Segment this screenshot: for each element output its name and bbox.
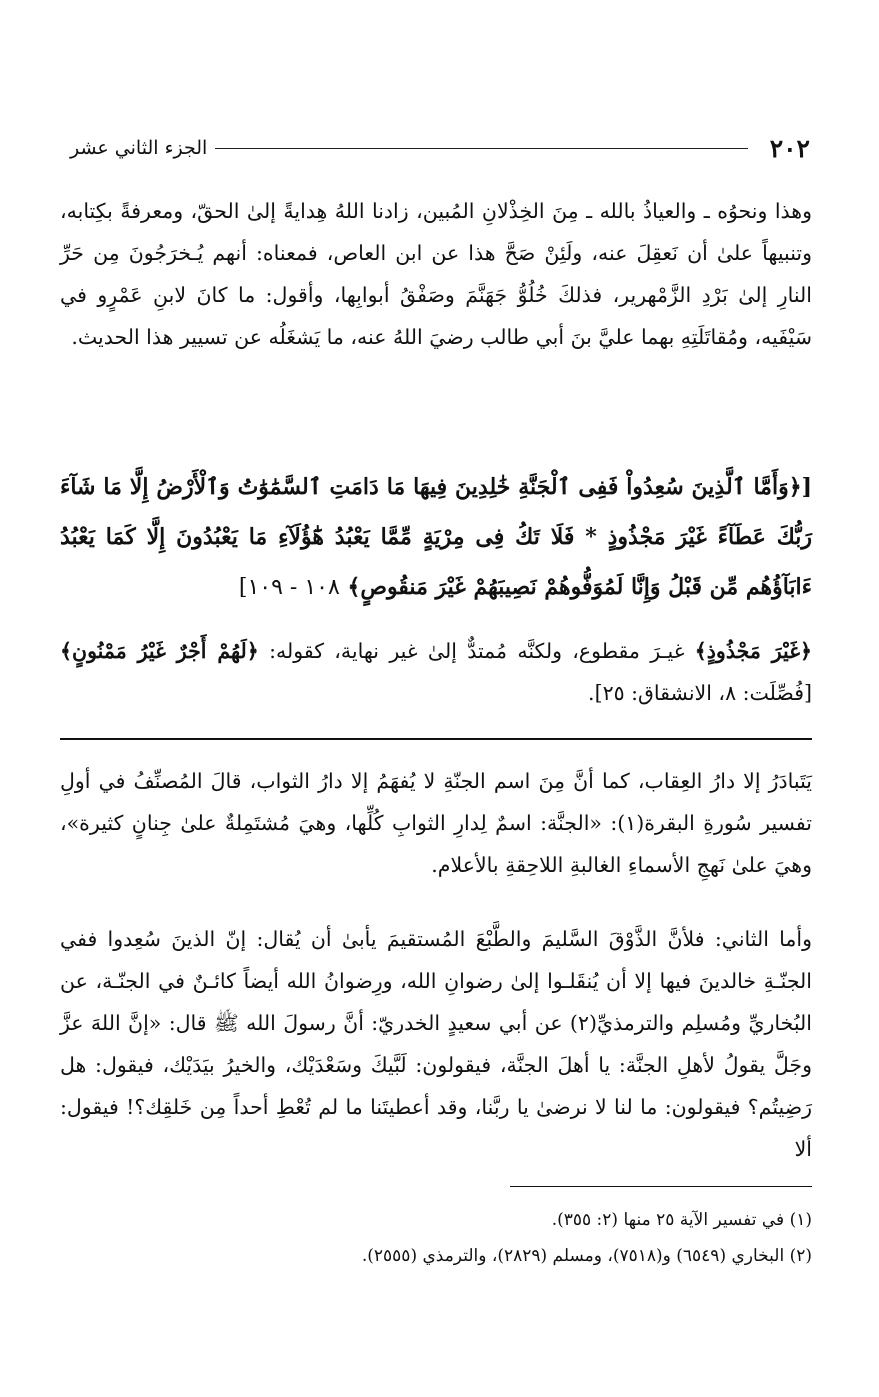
footnote-item: (١) في تفسير الآية ٢٥ منها (٢: ٣٥٥). xyxy=(551,1210,812,1230)
surah-reference: [فُصِّلَت: ٨، الانشقاق: ٢٥]. xyxy=(588,681,812,705)
footnote-item: (٢) البخاري (٦٥٤٩) و(٧٥١٨)، ومسلم (٢٨٢٩)، والترمذي (٢٥٥٥). xyxy=(361,1246,812,1266)
section-divider xyxy=(60,738,812,740)
page-header xyxy=(70,128,810,168)
running-title: الجزء الثاني عشر xyxy=(70,137,208,159)
verse-explanation-paragraph xyxy=(60,630,812,714)
gloss-paragraph: يَتَبادَرُ إلا دارُ العِقاب، كما أنَّ مِنَ اسم الجنّةِ لا يُفهَمُ إلا دارُ الثواب، قالَ المُصنِّفُ في أولِ تفسير سُورةِ البقرة(١): «الجنَّة: اسمٌ لِدارِ الثوابِ كُلِّها، وهيَ مُشتَمِلةٌ علىٰ جِنانٍ كثيرة»، وهيَ علىٰ نَهجِ الأسماءِ الغالبةِ اللاحِقةِ بالأعلام. xyxy=(60,769,812,877)
header-divider xyxy=(215,148,747,149)
gloss-paragraph: وأما الثاني: فلأنَّ الذَّوْقَ السَّليمَ والطَّبْعَ المُستقيمَ يأبىٰ أن يُقال: إنّ الذينَ سُعِدوا ففي الجنّـةِ خالدينَ فيها إلا أن يُنقَلـوا إلىٰ رضوانِ الله، ورِضوانُ الله أيضاً كائـنٌ في الجنّـة، عن البُخاريِّ ومُسلِم والترمذيِّ(٢) عن أبي سعيدٍ الخدريّ: أنَّ رسولَ الله ﷺ قال: «إنَّ اللهَ عزَّ وجَلَّ يقولُ لأهلِ الجنَّة: يا أهلَ الجنَّة، فيقولون: لَبَّيكَ وسَعْدَيْك، والخيرُ بيَدَيْك، فيقول: هل رَضِيتُم؟ فيقولون: ما لنا لا نرضىٰ يا ربَّنا، وقد أعطيتَنا ما لم تُعْطِ أحداً مِن خَلقِك؟! فيقول: ألا xyxy=(60,927,812,1161)
explanation-text: غيـرَ مقطوع، ولكنَّه مُمتدٌّ إلىٰ غير نهاية، كقوله: xyxy=(258,639,695,663)
commentary-paragraph: وهذا ونحوُه ـ والعياذُ بالله ـ مِنَ الخِذْلانِ المُبين، زادنا اللهُ هِدايةً إلىٰ الحقّ، ومعرفةً بكِتابه، وتنبيهاً علىٰ أن نَعقِلَ عنه، ولَئِنْ صَحَّ هذا عن ابن العاص، فمعناه: أنهم يُـخرَجُونَ مِن حَرِّ النارِ إلىٰ بَرْدِ الزَّمْهرير، فذلكَ خُلُوُّ جَهَنَّمَ وصَفْقُ أبوابِها، وأقول: ما كانَ لابنِ عَمْرٍو في سَيْفَيه، ومُقاتَلَتِهِ بهما عليَّ بنَ أبي طالب رضيَ اللهُ عنه، ما يَشغَلُه عن تسيير هذا الحديث. xyxy=(60,199,812,349)
quran-verse-text: [﴿وَأَمَّا ٱلَّذِينَ سُعِدُواْ فَفِى ٱلْجَنَّةِ خَٰلِدِينَ فِيهَا مَا دَامَتِ ٱلسَّمَٰوَٰتُ وَٱلْأَرْضُ إِلَّا مَا شَآءَ رَبُّكَ عَطَآءً غَيْرَ مَجْذُوذٍ * فَلَا تَكُ فِى مِرْيَةٍ مِّمَّا يَعْبُدُ هَٰٓؤُلَآءِ مَا يَعْبُدُونَ إِلَّا كَمَا يَعْبُدُ ءَابَآؤُهُم مِّن قَبْلُ وَإِنَّا لَمُوَفُّوهُمْ نَصِيبَهُمْ غَيْرَ مَنقُوصٍ﴾ xyxy=(60,474,812,600)
quran-verse-block xyxy=(60,462,812,613)
quran-quote: ﴿لَهُمْ أَجْرٌ غَيْرُ مَمْنُونٍ﴾ xyxy=(60,639,259,663)
page-number: ٢٠٢ xyxy=(769,133,810,163)
footnote-divider xyxy=(510,1186,812,1187)
verse-reference: ١٠٨ - ١٠٩] xyxy=(238,575,340,600)
quran-quote: ﴿غَيْرَ مَجْذُوذٍ﴾ xyxy=(694,639,812,663)
